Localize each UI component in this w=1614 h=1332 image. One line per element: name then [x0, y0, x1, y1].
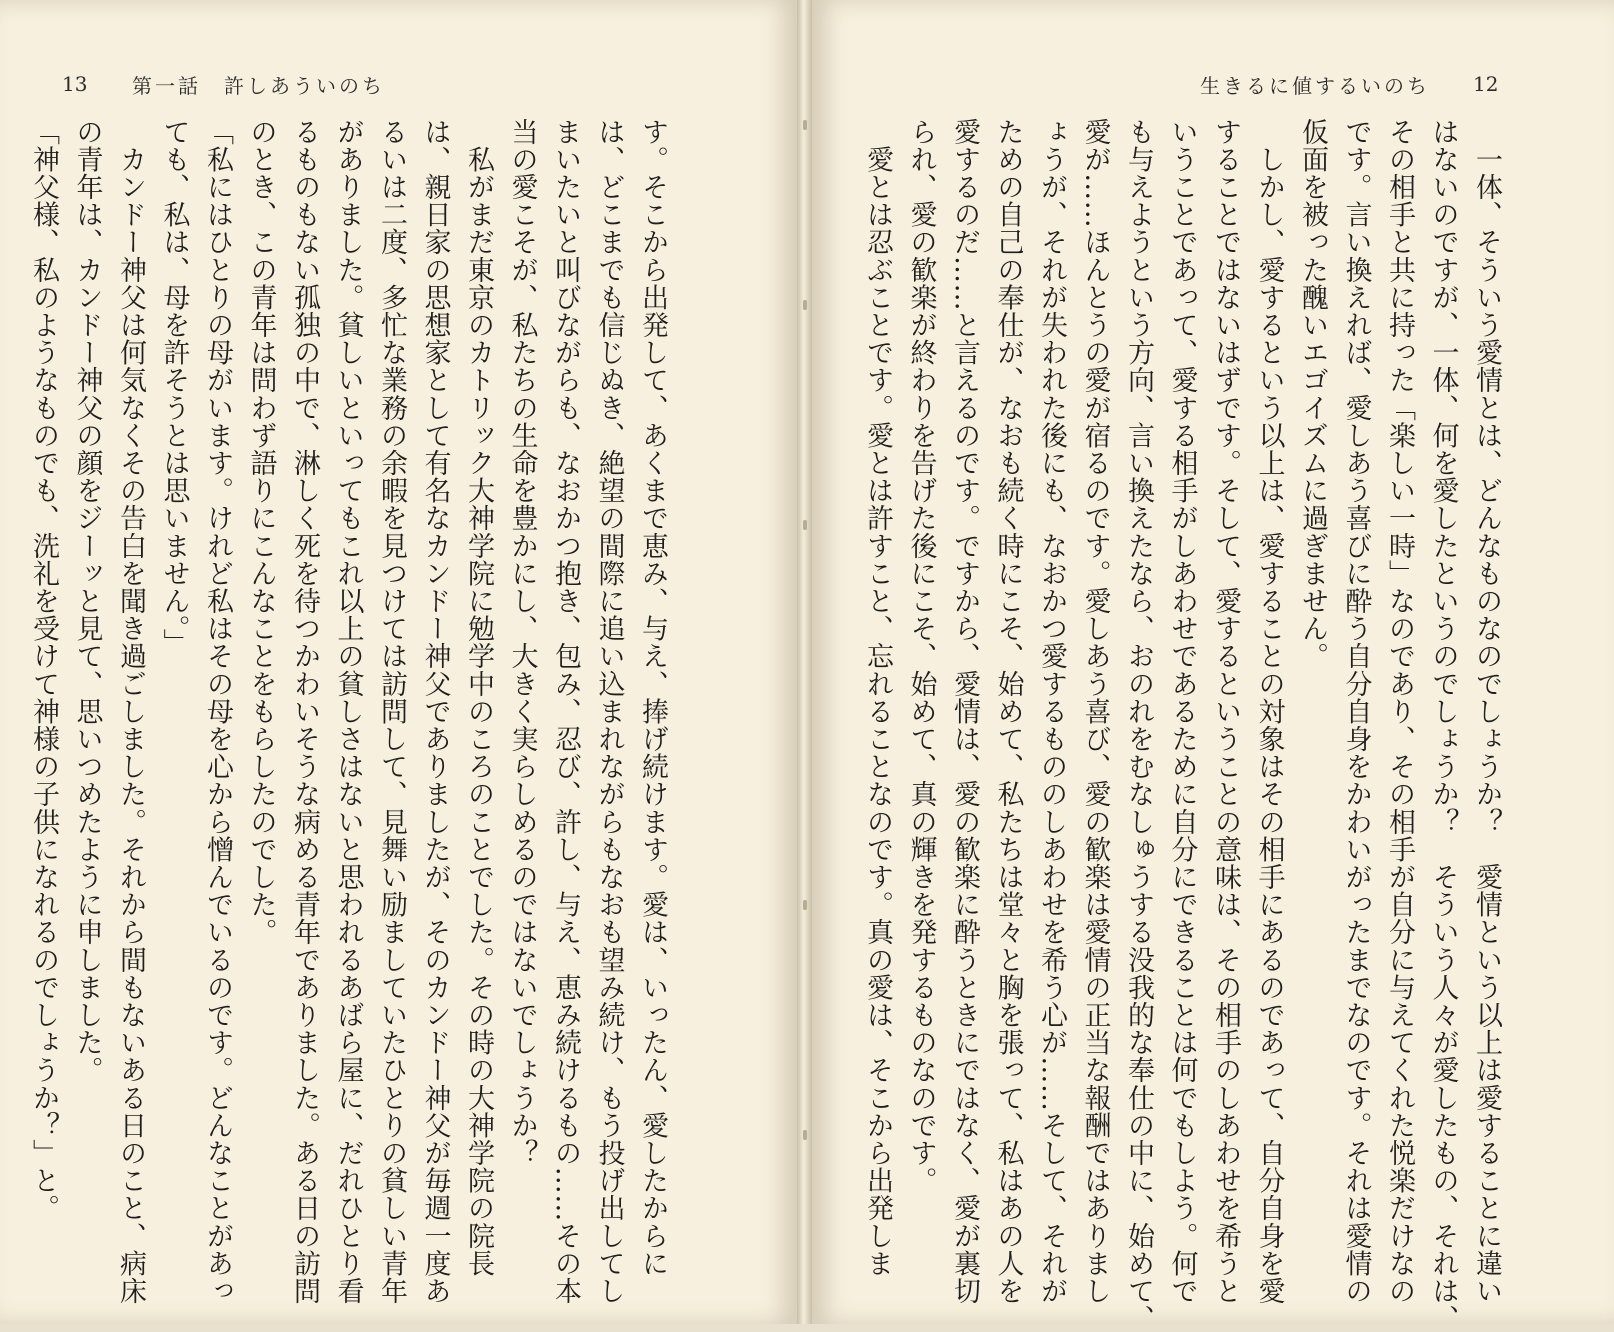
binding-stitch	[803, 900, 807, 910]
body-text	[858, 118, 1508, 1332]
text-line: 当の愛こそが、私たちの生命を豊かにし、大きく実らしめるのではないでしょうか？	[506, 118, 538, 1167]
text-line: のとき、この青年は問わず語りにこんなことをもらしたのでした。	[245, 118, 277, 946]
text-line: す。そこから出発して、あくまで恵み、与え、捧げ続けます。愛は、いったん、愛したからに	[637, 118, 668, 1278]
text-line: です。言い換えれば、愛しあう喜びに酔う自分自身をかわいがったまでなのです。それは愛情の	[1340, 118, 1372, 1305]
page-number: 12	[1473, 72, 1499, 96]
running-head: 第一話 許しあういのち	[132, 74, 385, 98]
text-line: がありました。貧しいといってもこれ以上の貧しさはないと思われるあばら屋に、だれひとり看	[332, 118, 364, 1305]
page-number: 13	[62, 72, 88, 96]
text-line: 「神父様、私のようなものでも、洗礼を受けて神様の子供になれるのでしょうか？」と。	[28, 118, 59, 1222]
text-line: することではないはずです。そして、愛するということの意味は、その相手のしあわせを希うと	[1210, 118, 1241, 1305]
binding-stitch	[803, 1130, 807, 1140]
right-page	[812, 0, 1614, 1332]
text-line: ための自己の奉仕が、なおも続く時にこそ、始めて、私たちは堂々と胸を張って、私はあの人を	[992, 118, 1024, 1305]
text-line: しかし、愛するという以上は、愛することの対象はその相手にあるのであって、自分自身を愛	[1253, 118, 1285, 1305]
text-line: いうことであって、愛する相手がしあわせであるために自分にできることは何でもしよう。何で	[1166, 118, 1198, 1305]
text-line: カンドー神父は何気なくその告白を聞き過ごしました。それから間もないある日のこと、病床	[115, 118, 146, 1305]
text-line: 愛するのだ……と言えるのです。ですから、愛情は、愛の歓楽に酔うときにではなく、愛が裏切	[949, 118, 980, 1305]
text-line: 愛が……ほんとうの愛が宿るのです。愛しあう喜び、愛の歓楽は愛情の正当な報酬ではありまし	[1079, 118, 1111, 1305]
text-line: るものもない孤独の中で、淋しく死を待つかわいそうな病める青年でありました。ある日の訪問	[289, 118, 320, 1305]
text-line: 一体、そういう愛情とは、どんなものなのでしょうか？ 愛情という以上は愛することに違い	[1471, 118, 1502, 1305]
text-line: 仮面を被った醜いエゴイズムに過ぎません。	[1297, 118, 1328, 670]
left-page	[0, 0, 797, 1324]
text-line: ょうが、それが失われた後にも、なおかつ愛するもののしあわせを希う心が……そして、それが	[1036, 118, 1067, 1305]
text-line: も与えようという方向、言い換えたなら、おのれをむなしゅうする没我的な奉仕の中に、始めて、	[1123, 118, 1154, 1332]
text-line: 愛とは忍ぶことです。愛とは許すこと、忘れることなのです。真の愛は、そこから出発しま	[862, 118, 893, 1278]
text-line: はないのですが、一体、何を愛したというのでしょうか？ そういう人々が愛したもの、それは、	[1427, 118, 1459, 1332]
body-text	[28, 118, 674, 1305]
text-line: は、どこまでも信じぬき、絶望の間際に追い込まれながらもなおも望み続け、もう投げ出してし	[593, 118, 625, 1305]
text-line: 「私にはひとりの母がいます。けれど私はその母を心から憎んでいるのです。どんなことがあっ	[202, 118, 233, 1305]
binding-stitch	[803, 120, 807, 130]
text-line: まいたいと叫びながらも、なおかつ抱き、包み、忍び、許し、与え、恵み続けるもの……その本	[550, 118, 581, 1305]
text-line: 私がまだ東京のカトリック大神学院に勉学中のころのことでした。その時の大神学院の院長	[463, 118, 494, 1278]
text-line: るいは二度、多忙な業務の余暇を見つけては訪問して、見舞い励ましていたひとりの貧しい青年	[376, 118, 407, 1305]
text-line: は、親日家の思想家として有名なカンドー神父でありましたが、そのカンドー神父が毎週一度あ	[419, 118, 451, 1305]
text-line: その相手と共に持った「楽しい一時」なのであり、その相手が自分に与えてくれた悦楽だけなの	[1384, 118, 1415, 1305]
book-gutter	[797, 0, 812, 1324]
text-line: られ、愛の歓楽が終わりを告げた後にこそ、始めて、真の輝きを発するものなのです。	[905, 118, 937, 1195]
text-line: ても、私は、母を許そうとは思いません。」	[158, 118, 190, 657]
text-line: の青年は、カンドー神父の顔をジーッと見て、思いつめたように申しました。	[71, 118, 103, 1084]
running-head: 生きるに値するいのち	[1200, 74, 1430, 98]
binding-stitch	[803, 520, 807, 530]
binding-stitch	[803, 300, 807, 310]
